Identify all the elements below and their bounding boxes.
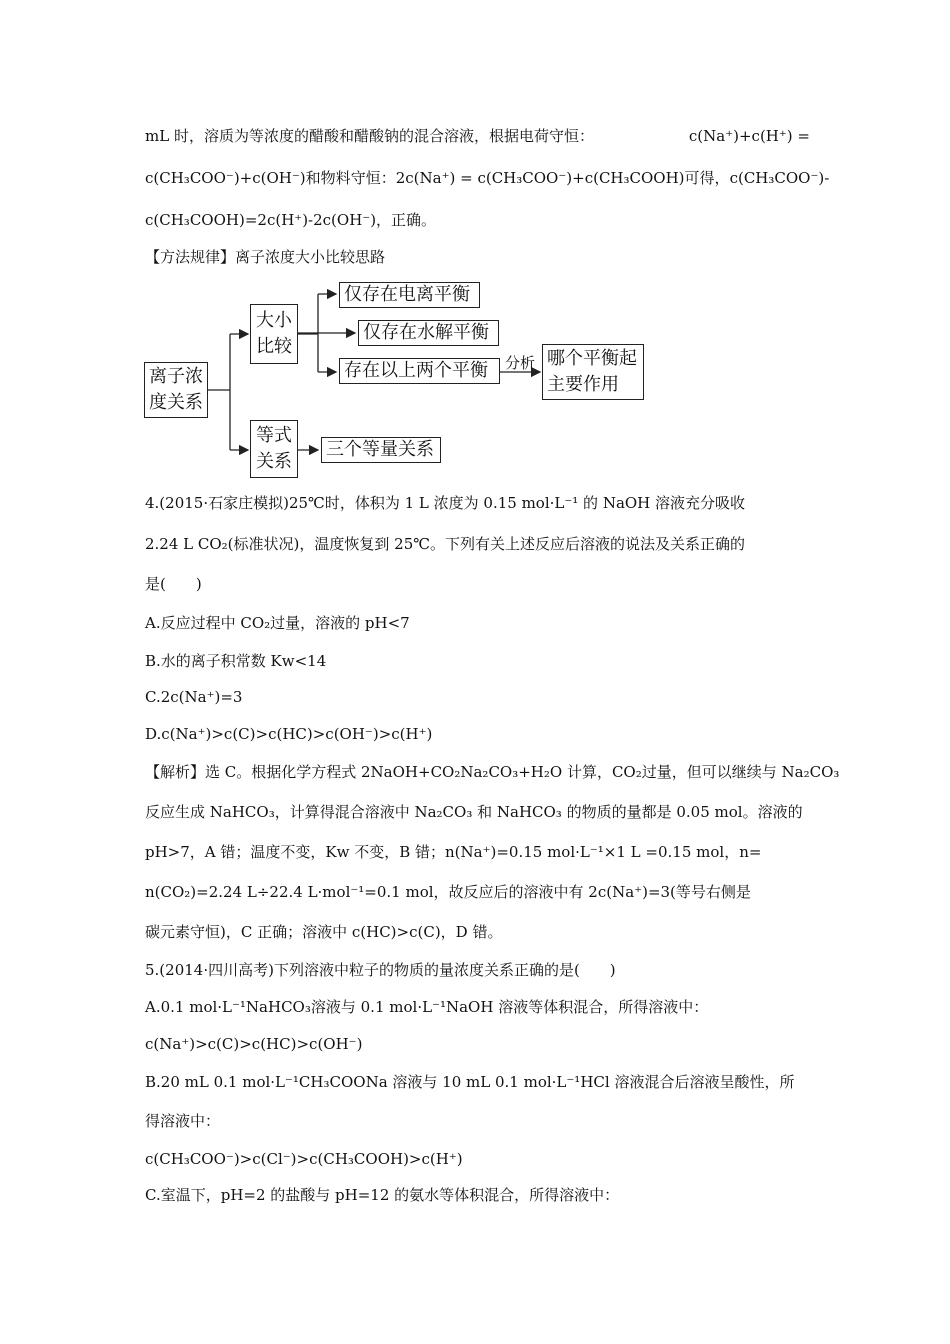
three-relations-box: 三个等量关系 [321, 437, 441, 463]
text-segment: 料 [335, 169, 351, 187]
hydrolysis-box: 仅存在水解平衡 [358, 320, 499, 346]
analyze-label: 分析 [505, 354, 536, 372]
size-label-2: 比较 [256, 336, 292, 357]
section-heading: 【方法规律】离子浓度大小比较思路 [145, 248, 386, 266]
size-compare-box [250, 304, 298, 364]
option-b: B.20 mL 0.1 mol·L⁻¹CH₃COONa 溶液与 10 mL 0.1 mol·L⁻¹HCl 溶液混合后溶液呈酸性，所 [145, 1073, 795, 1091]
option-b-relation: c(CH₃COO⁻)>c(Cl⁻)>c(CH₃COOH)>c(H⁺) [145, 1150, 463, 1168]
text-line [145, 126, 810, 146]
root-label-2: 度关系 [149, 392, 203, 413]
analysis-line: n(CO₂)=2.24 L÷22.4 L·mol⁻¹=0.1 mol，故反应后的溶液中有 2c(Na⁺)=3(等号右侧是 [145, 883, 751, 901]
analysis-line: pH>7，A 错；温度不变，Kw 不变，B 错；n(Na⁺)=0.15 mol·L⁻¹×1 L =0.15 mol，n= [145, 843, 762, 861]
option-c: C.2c(Na⁺)=3 [145, 688, 243, 706]
question-5-line: 5.(2014·四川高考)下列溶液中粒子的物质的量浓度关系正确的是( ) [145, 961, 616, 979]
text-segment: 守 [350, 169, 366, 187]
option-a: A.反应过程中 CO₂过量，溶液的 pH<7 [145, 614, 410, 632]
option-a-relation: c(Na⁺)>c(C)>c(HC)>c(OH⁻) [145, 1035, 363, 1053]
text-segment: 和 [305, 169, 321, 187]
text-segment: c(CH₃COO⁻)- [729, 169, 830, 187]
question-4-line: 4.(2015·石家庄模拟)25℃时，体积为 1 L 浓度为 0.15 mol·L⁻¹ 的 NaOH 溶液充分吸收 [145, 494, 746, 512]
text-segment: c(CH₃COO⁻)+c(OH⁻) [145, 169, 306, 187]
which-box [542, 344, 644, 400]
option-b-continued: 得溶液中： [145, 1112, 221, 1130]
text-segment: 恒： [365, 169, 396, 187]
option-d: D.c(Na⁺)>c(C)>c(HC)>c(OH⁻)>c(H⁺) [145, 725, 433, 743]
size-label-1: 大小 [256, 310, 292, 331]
text-segment: 物 [320, 169, 336, 187]
analysis-line: 【解析】选 C。根据化学方程式 2NaOH+CO₂Na₂CO₃+H₂O 计算，CO₂过量，但可以继续与 Na₂CO₃ [145, 763, 840, 781]
analysis-line: 反应生成 NaHCO₃，计算得混合溶液中 Na₂CO₃ 和 NaHCO₃ 的物质的量都是 0.05 mol。溶液的 [145, 803, 803, 821]
question-4-line: 是( ) [145, 575, 202, 593]
both-box: 存在以上两个平衡 [339, 358, 500, 384]
option-b: B.水的离子积常数 Kw<14 [145, 652, 327, 670]
option-c: C.室温下，pH=2 的盐酸与 pH=12 的氨水等体积混合，所得溶液中： [145, 1186, 620, 1204]
which-label-2: 主要作用 [547, 374, 619, 395]
question-4-line: 2.24 L CO₂(标准状况)，温度恢复到 25℃。下列有关上述反应后溶液的说法及关系正确的 [145, 535, 746, 553]
text-segment: 2c(Na⁺) = c(CH₃COO⁻)+c(CH₃COOH) [395, 169, 685, 187]
root-label-1: 离子浓 [149, 366, 203, 387]
equal-label-2: 关系 [256, 451, 292, 472]
text-line: c(CH₃COOH)=2c(H⁺)-2c(OH⁻)，正确。 [145, 211, 437, 229]
text-segment: 可 [684, 169, 700, 187]
text-segment: c(Na⁺)+c(H⁺) = [688, 127, 810, 145]
option-a: A.0.1 mol·L⁻¹NaHCO₃溶液与 0.1 mol·L⁻¹NaOH 溶液等体积混合，所得溶液中： [145, 998, 709, 1016]
ionization-box: 仅存在电离平衡 [339, 282, 480, 308]
root-box [144, 362, 208, 418]
equal-label-1: 等式 [256, 425, 292, 446]
which-label-1: 哪个平衡起 [547, 348, 637, 369]
analysis-line: 碳元素守恒)，C 正确；溶液中 c(HC)>c(C)，D 错。 [145, 923, 503, 941]
text-line [145, 168, 830, 188]
equation-box [250, 420, 298, 478]
text-segment: 得， [699, 169, 730, 187]
text-segment: mL 时，溶质为等浓度的醋酸和醋酸钠的混合溶液，根据电荷守恒： [145, 127, 594, 145]
